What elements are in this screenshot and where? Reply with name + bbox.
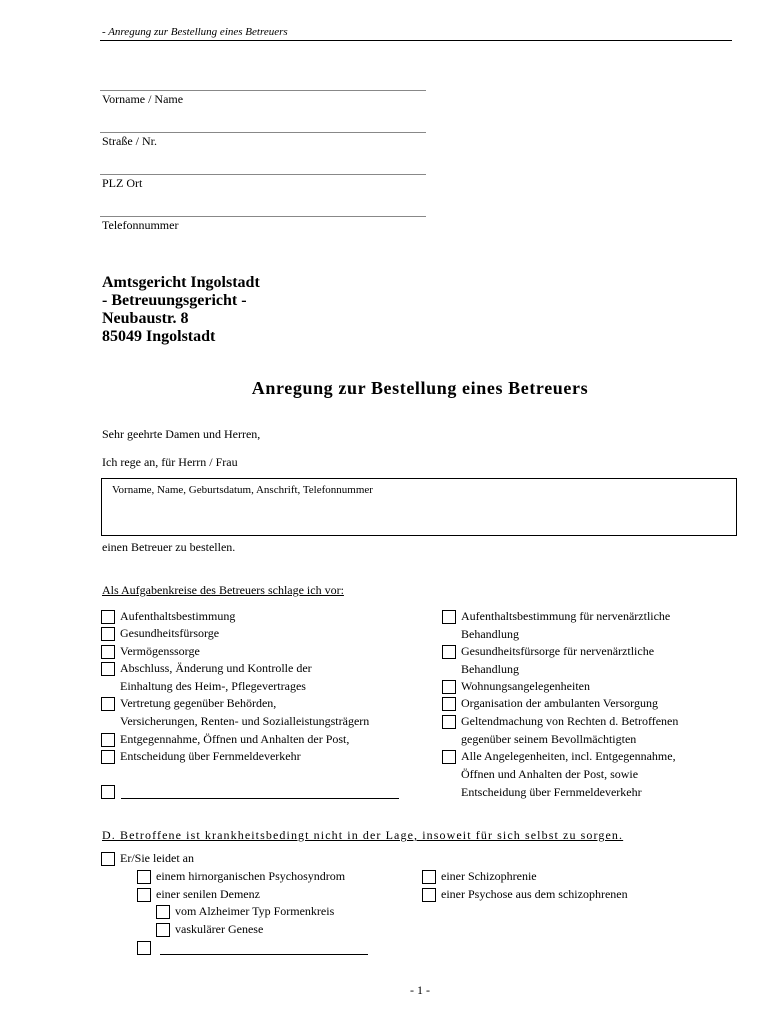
task-checkbox-ambulante-versorgung[interactable]	[442, 697, 456, 711]
diagnosis-checkbox-vaskulaer[interactable]	[156, 923, 170, 937]
salutation: Sehr geehrte Damen und Herren,	[102, 427, 261, 441]
sender-phone-label: Telefonnummer	[102, 218, 179, 232]
task-checkbox-aufenthaltsbestimmung[interactable]	[101, 610, 115, 624]
after-box-text: einen Betreuer zu bestellen.	[102, 540, 236, 554]
diagnosis-checkbox-demenz[interactable]	[137, 888, 151, 902]
task-checkbox-bevollmaechtigter[interactable]	[442, 715, 456, 729]
task-label: Abschluss, Änderung und Kontrolle der	[120, 661, 312, 675]
header-rule	[100, 40, 732, 41]
court-address	[102, 274, 260, 346]
task-label: Vertretung gegenüber Behörden,	[120, 696, 277, 710]
task-label: Entscheidung über Fernmeldeverkehr	[120, 749, 301, 763]
task-checkbox-wohnung[interactable]	[442, 680, 456, 694]
task-label: Behandlung	[461, 662, 519, 676]
sender-name-label: Vorname / Name	[102, 92, 184, 106]
sender-street-label: Straße / Nr.	[102, 134, 157, 148]
diagnosis-other-line[interactable]	[160, 954, 368, 955]
sender-phone-line[interactable]	[100, 216, 426, 217]
section-d-heading: D. Betroffene ist krankheitsbedingt nicht in der Lage, insoweit für sich selbst zu sorgen.	[102, 828, 624, 842]
diagnosis-checkbox-main[interactable]	[101, 852, 115, 866]
sender-street-line[interactable]	[100, 132, 426, 133]
task-label: Gesundheitsfürsorge	[120, 626, 220, 640]
diagnosis-label: einer senilen Demenz	[156, 887, 260, 901]
task-label: Entscheidung über Fernmeldeverkehr	[461, 785, 642, 799]
diagnosis-checkbox-schizophrenie[interactable]	[422, 870, 436, 884]
task-label: Aufenthaltsbestimmung	[120, 609, 236, 623]
diagnosis-checkbox-psychose[interactable]	[422, 888, 436, 902]
task-label: Vermögenssorge	[120, 644, 200, 658]
intro-text: Ich rege an, für Herrn / Frau	[102, 455, 238, 469]
tasks-heading: Als Aufgabenkreise des Betreuers schlage ich vor:	[102, 583, 344, 597]
diagnosis-label: einer Schizophrenie	[441, 869, 537, 883]
task-label: Versicherungen, Renten- und Sozialleistungsträgern	[120, 714, 370, 728]
task-checkbox-aufenthalt-nervenaerztlich[interactable]	[442, 610, 456, 624]
task-label: Gesundheitsfürsorge für nervenärztliche	[461, 644, 655, 658]
task-checkbox-gesundheit-nervenaerztlich[interactable]	[442, 645, 456, 659]
diagnosis-label: einer Psychose aus dem schizophrenen	[441, 887, 628, 901]
diagnosis-checkbox-alzheimer[interactable]	[156, 905, 170, 919]
task-checkbox-other[interactable]	[101, 785, 115, 799]
task-label: Wohnungsangelegenheiten	[461, 679, 590, 693]
diagnosis-label: vom Alzheimer Typ Formenkreis	[175, 904, 335, 918]
task-checkbox-gesundheitsfuersorge[interactable]	[101, 627, 115, 641]
task-checkbox-vermoegenssorge[interactable]	[101, 645, 115, 659]
task-checkbox-post[interactable]	[101, 733, 115, 747]
sender-city-line[interactable]	[100, 174, 426, 175]
person-details-field[interactable]	[101, 478, 737, 536]
task-checkbox-heimvertrag[interactable]	[101, 662, 115, 676]
task-label: Behandlung	[461, 627, 519, 641]
diagnosis-label: einem hirnorganischen Psychosyndrom	[156, 869, 346, 883]
task-other-line[interactable]	[121, 798, 399, 799]
diagnosis-checkbox-hirnorganisch[interactable]	[137, 870, 151, 884]
diagnosis-label: Er/Sie leidet an	[120, 851, 194, 865]
document-title: Anregung zur Bestellung eines Betreuers	[251, 378, 589, 398]
diagnosis-checkbox-other[interactable]	[137, 941, 151, 955]
task-label: Öffnen und Anhalten der Post, sowie	[461, 767, 639, 781]
task-checkbox-fernmeldeverkehr[interactable]	[101, 750, 115, 764]
task-label: Alle Angelegenheiten, incl. Entgegennahme,	[461, 749, 676, 763]
task-checkbox-alle-angelegenheiten[interactable]	[442, 750, 456, 764]
task-label: gegenüber seinem Bevollmächtigten	[461, 732, 637, 746]
sender-name-line[interactable]	[100, 90, 426, 91]
sender-city-label: PLZ Ort	[102, 176, 143, 190]
task-checkbox-behoerden[interactable]	[101, 697, 115, 711]
running-header: - Anregung zur Bestellung eines Betreuers	[102, 26, 288, 38]
task-label: Geltendmachung von Rechten d. Betroffenen	[461, 714, 679, 728]
court-line: - Betreuungsgericht -	[102, 292, 247, 309]
page-number: - 1 -	[410, 983, 430, 997]
task-label: Organisation der ambulanten Versorgung	[461, 696, 658, 710]
person-details-hint: Vorname, Name, Geburtsdatum, Anschrift, Telefonnummer	[112, 484, 373, 496]
task-label: Aufenthaltsbestimmung für nervenärztliche	[461, 609, 671, 623]
task-label: Entgegennahme, Öffnen und Anhalten der Post,	[120, 732, 350, 746]
court-line: 85049 Ingolstadt	[102, 328, 216, 345]
task-label: Einhaltung des Heim-, Pflegevertrages	[120, 679, 306, 693]
court-line: Neubaustr. 8	[102, 310, 189, 327]
court-line: Amtsgericht Ingolstadt	[102, 274, 260, 291]
diagnosis-label: vaskulärer Genese	[175, 922, 264, 936]
